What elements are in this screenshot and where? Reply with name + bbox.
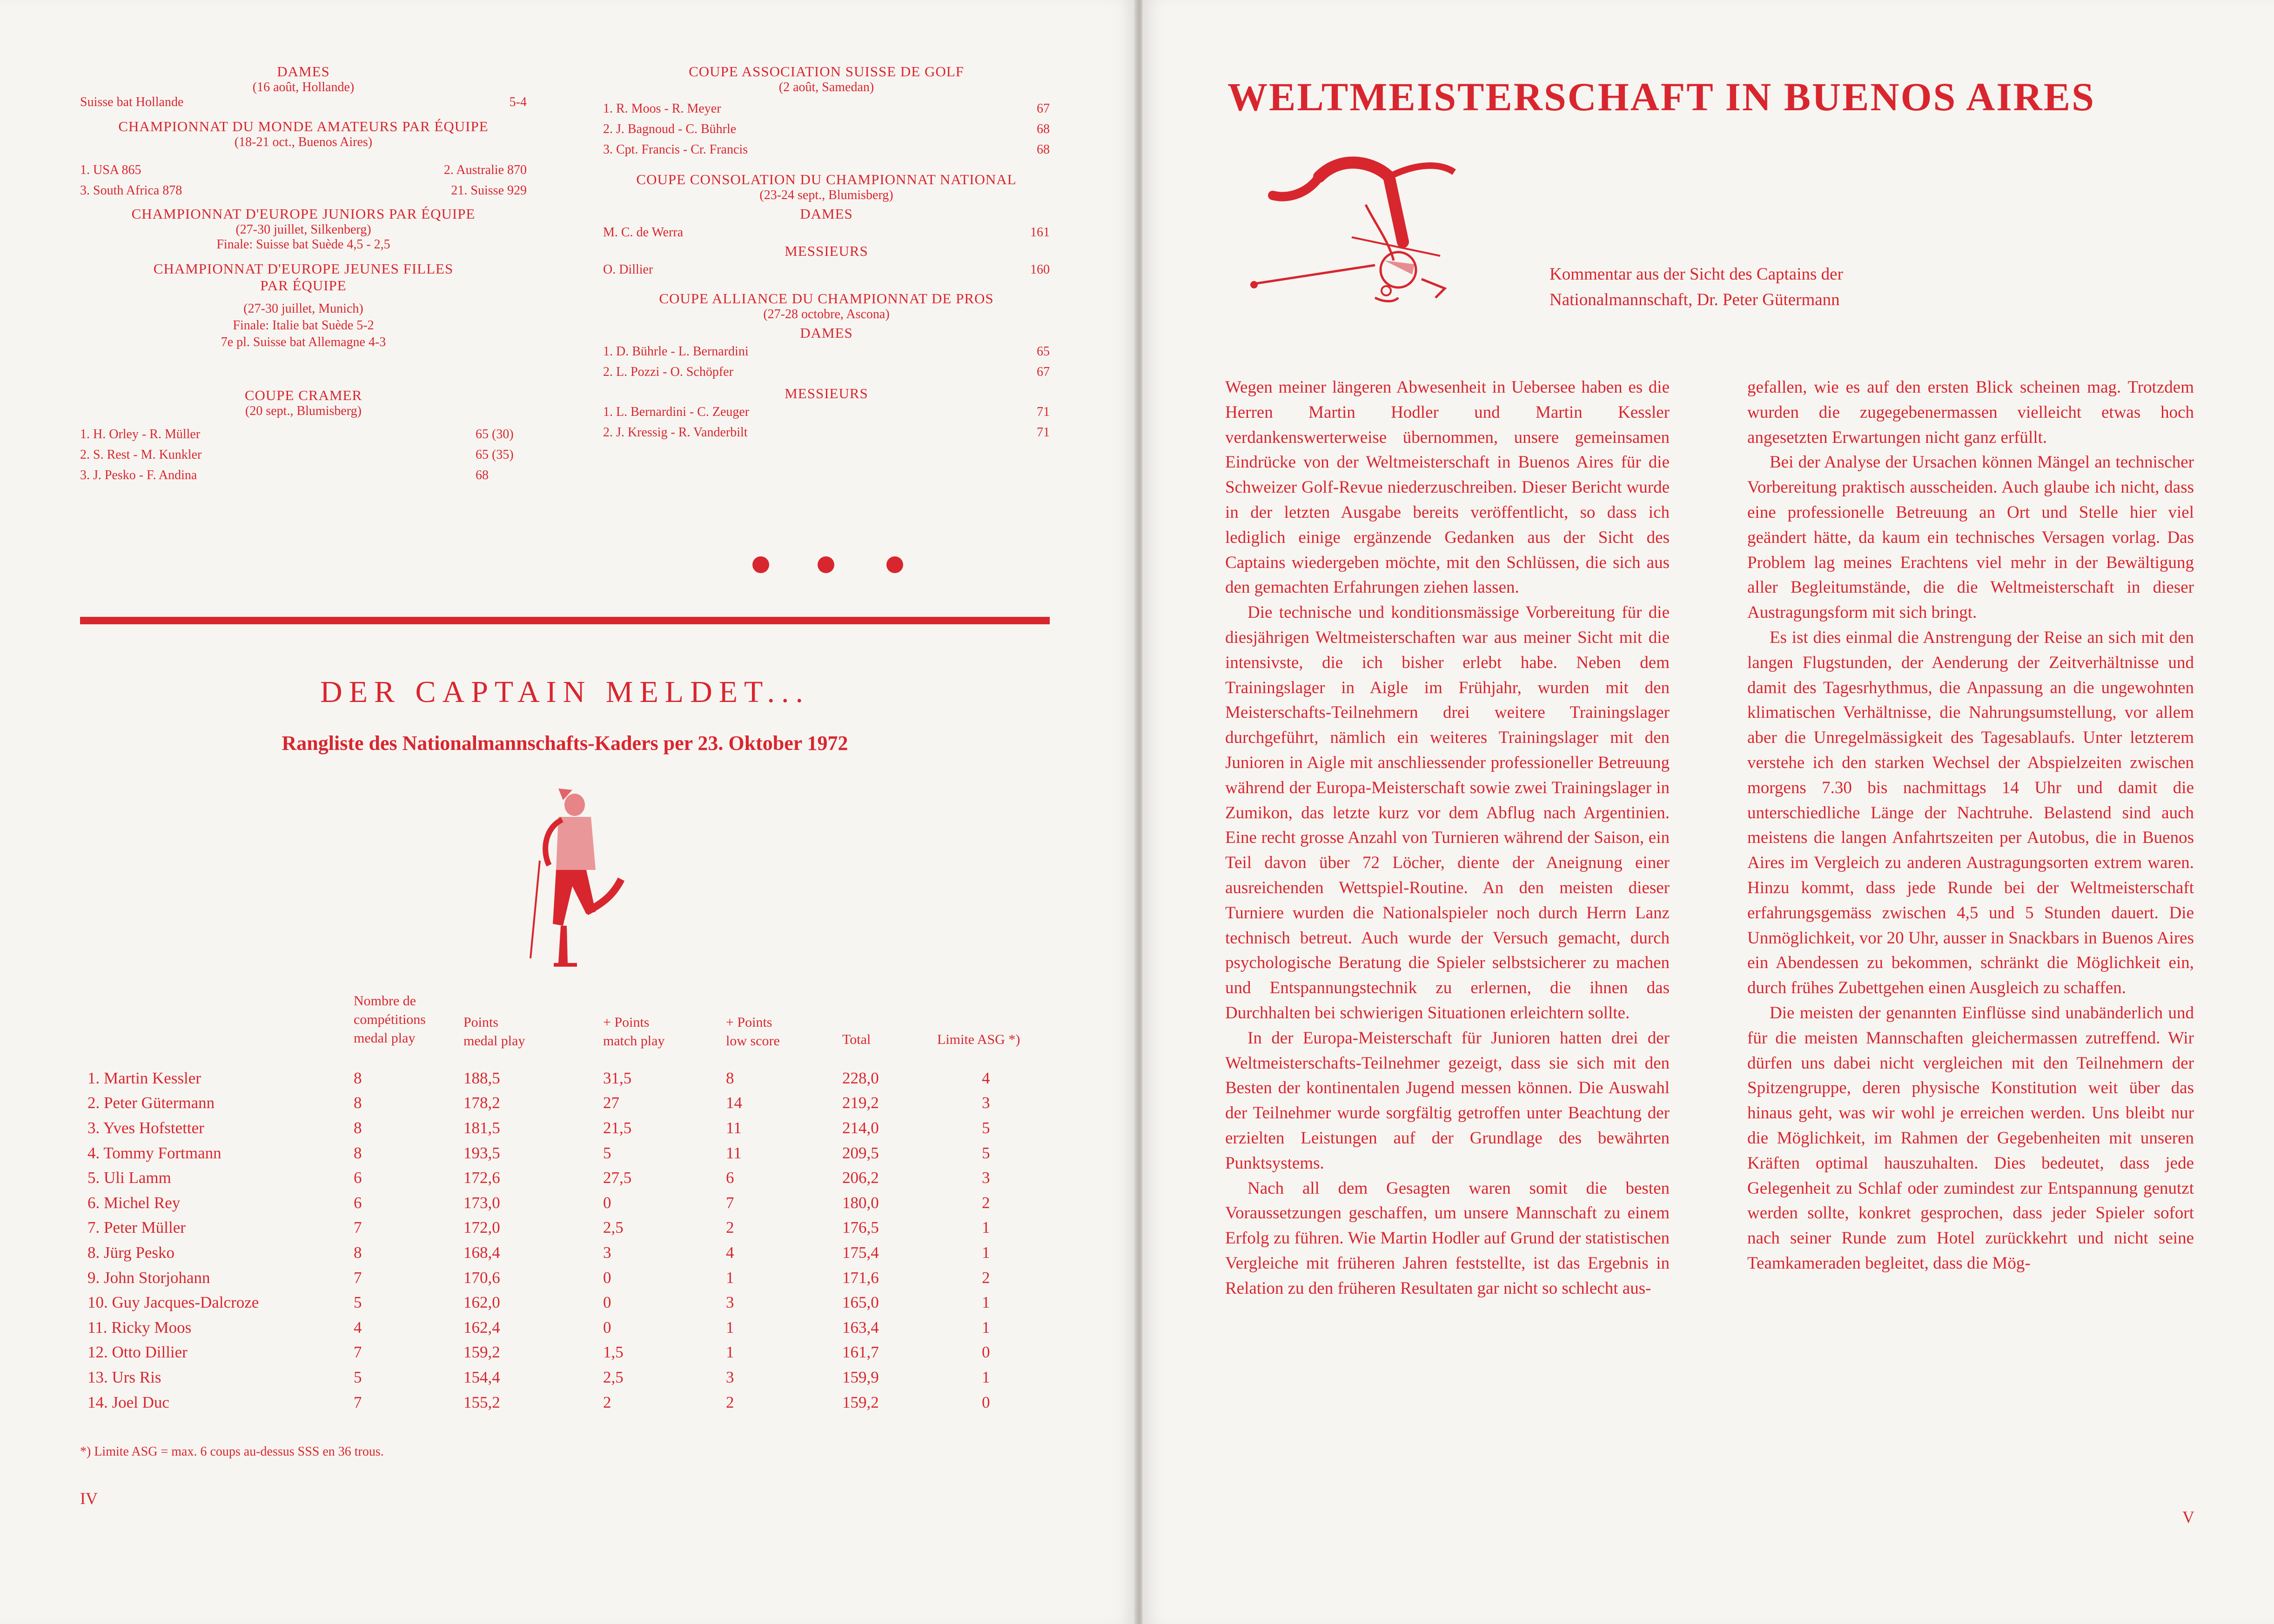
table-cell: 6 <box>726 1169 734 1187</box>
table-cell: 2 <box>982 1268 990 1287</box>
table-cell: 5 <box>603 1143 611 1162</box>
article-paragraph: In der Europa-Meisterschaft für Junioren hatten drei der Weltmeisterschafts-Teilnehmer gezeigt, dass sie sich mit den Besten der kontinentalen Jugend messen können. Die Auswahl der Teilnehmer wurde sorgfältig getroffen unter Beachtung der erzielten Leistungen auf der Grundlage des bewährten Punktsystems. <box>1225 1028 1670 1173</box>
result-row: 2. S. Rest - M. Kunkler 65 (35) <box>80 448 514 462</box>
cacp-sub: (27-28 octobre, Ascona) <box>763 307 890 321</box>
table-cell: 1 <box>982 1218 990 1237</box>
article-paragraph: Die meisten der genannten Einflüsse sind unabänderlich und für die meisten Mannschaften gleichermassen zutreffend. Wir dürfen uns dabei nicht vergleichen mit den Teilnehmern der Spitzengruppe, deren physische Konstitution weit über das hinaus geht, was wir wohl je erreichen werden. Uns bleibt nur die Möglichkeit, im Rahmen der Gegebenheiten mit unseren Kräften optimal hauszuhalten. Dies bedeutet, dass jede Gelegenheit zu Schlaf oder zumindest zur Entspannung genutzt werden sollte, konkret gesprochen, dass jeder Spieler sofort nach seiner Runde zum Hotel zurückkehrt und nicht seine Teamkameraden begleitet, dass die Mög- <box>1747 1003 2194 1273</box>
table-cell: 181,5 <box>463 1118 500 1137</box>
table-cell: 4. Tommy Fortmann <box>87 1143 221 1162</box>
ccn-messieurs: MESSIEURS <box>785 243 868 259</box>
table-row <box>87 1066 1010 1091</box>
captain-title: DER CAPTAIN MELDET... <box>320 675 810 709</box>
table-cell: 170,6 <box>463 1268 500 1287</box>
table-row <box>87 1116 1010 1141</box>
result-row: O. Dillier 160 <box>603 262 1050 277</box>
table-cell: 8 <box>354 1094 362 1112</box>
table-cell: 1 <box>982 1368 990 1386</box>
table-cell: 12. Otto Dillier <box>87 1343 188 1362</box>
table-cell: 173,0 <box>463 1193 500 1212</box>
table-cell: 1,5 <box>603 1343 624 1362</box>
table-cell: 6 <box>354 1193 362 1212</box>
divider-rule <box>80 617 1050 624</box>
table-cell: 27,5 <box>603 1169 632 1187</box>
header-points-low: + Points low score <box>726 1015 780 1049</box>
golfer-illustration <box>517 786 633 968</box>
article-title: WELTMEISTERSCHAFT IN BUENOS AIRES <box>1228 74 2095 119</box>
table-cell: 219,2 <box>842 1094 879 1112</box>
table-cell: 0 <box>982 1393 990 1411</box>
article-comment: Kommentar aus der Sicht des Captains der Nationalmannschaft, Dr. Peter Gütermann <box>1550 265 1843 309</box>
table-cell: 176,5 <box>842 1218 879 1237</box>
result-row: 2. L. Pozzi - O. Schöpfer 67 <box>603 365 1050 379</box>
table-cell: 7 <box>354 1268 362 1287</box>
table-cell: 2,5 <box>603 1368 624 1386</box>
result-row: 2. J. Bagnoud - C. Bührle 68 <box>603 122 1050 136</box>
ceje-heading: CHAMPIONNAT D'EUROPE JUNIORS PAR ÉQUIPE <box>131 206 476 222</box>
cejf-heading-2: PAR ÉQUIPE <box>260 277 347 294</box>
article-paragraph: Nach all dem Gesagten waren somit die besten Voraussetzungen geschaffen, um unsere Mannschaft zu einem Erfolg zu führen. Wie Martin Hodler auf Grund der statistischen Vergleiche mit früheren Jahren feststellte, ist das Ergebnis in Relation zu den früheren Resultaten gar nicht so schlecht aus- <box>1225 1178 1670 1298</box>
ceje-final: Finale: Suisse bat Suède 4,5 - 2,5 <box>216 237 390 252</box>
table-row <box>87 1390 1010 1415</box>
table-cell: 1. Martin Kessler <box>87 1069 201 1087</box>
article-paragraph: gefallen, wie es auf den ersten Blick scheinen mag. Trotzdem wurden die zugegebenermassen vielleicht etwas hoch angesetzten Erwartungen nicht ganz erfüllt. <box>1747 378 2194 447</box>
table-cell: 228,0 <box>842 1069 879 1087</box>
table-cell: 9. John Storjohann <box>87 1268 210 1287</box>
table-cell: 7 <box>354 1218 362 1237</box>
table-cell: 188,5 <box>463 1069 500 1087</box>
table-cell: 5 <box>982 1143 990 1162</box>
cejf-heading: CHAMPIONNAT D'EUROPE JEUNES FILLES <box>153 261 454 277</box>
result-row: 1. L. Bernardini - C. Zeuger 71 <box>603 405 1050 419</box>
result-row: 1. USA 865 2. Australie 870 <box>80 163 527 177</box>
table-cell: 3 <box>982 1169 990 1187</box>
table-cell: 7. Peter Müller <box>87 1218 186 1237</box>
table-cell: 2,5 <box>603 1218 624 1237</box>
table-row <box>87 1141 1010 1166</box>
results-left-column <box>80 63 527 486</box>
cramer-results <box>80 424 527 486</box>
cmae-heading: CHAMPIONNAT DU MONDE AMATEURS PAR ÉQUIPE <box>118 118 489 134</box>
table-cell: 163,4 <box>842 1318 879 1337</box>
rank-table-body <box>87 1066 1010 1415</box>
table-cell: 31,5 <box>603 1069 632 1087</box>
article-paragraph: Bei der Analyse der Ursachen können Mängel an technischer Vorbereitung praktisch ausscheiden. Auch glaube ich nicht, dass eine professionelle Betreuung an Ort und Stelle hier viel geändert hätte, da kaum ein technisches Versagen vorlag. Das Problem lag meines Erachtens viel mehr in der Bewältigung aller Begleitumstände, die die Weltmeisterschaft in dieser Austragungsform mit sich bringt. <box>1747 453 2194 622</box>
table-cell: 3 <box>726 1368 734 1386</box>
result-row: 2. J. Kressig - R. Vanderbilt 71 <box>603 425 1050 440</box>
table-cell: 154,4 <box>463 1368 500 1386</box>
table-cell: 2 <box>726 1393 734 1411</box>
ceje-sub: (27-30 juillet, Silkenberg) <box>235 222 371 237</box>
table-row <box>87 1290 1010 1315</box>
table-cell: 1 <box>726 1268 734 1287</box>
article-column-2 <box>1747 375 2194 1276</box>
table-cell: 0 <box>603 1193 611 1212</box>
dames-result-row <box>80 95 527 110</box>
table-cell: 5 <box>354 1293 362 1312</box>
left-page <box>0 0 1135 1624</box>
table-cell: 21,5 <box>603 1118 632 1137</box>
table-cell: 0 <box>603 1318 611 1337</box>
table-cell: 11 <box>726 1143 742 1162</box>
table-cell: 193,5 <box>463 1143 500 1162</box>
table-cell: 3 <box>726 1293 734 1312</box>
table-cell: 8 <box>354 1118 362 1137</box>
table-row <box>87 1190 1010 1216</box>
table-cell: 8 <box>354 1069 362 1087</box>
table-cell: 1 <box>982 1243 990 1262</box>
table-cell: 7 <box>354 1343 362 1362</box>
table-row <box>87 1265 1010 1290</box>
cacp-messieurs: MESSIEURS <box>785 385 868 401</box>
result-row: 3. J. Pesko - F. Andina 68 <box>80 468 489 482</box>
table-cell: 6 <box>354 1169 362 1187</box>
table-cell: 180,0 <box>842 1193 879 1212</box>
header-limite: Limite ASG *) <box>937 1032 1020 1047</box>
table-cell: 2. Peter Gütermann <box>87 1094 215 1112</box>
cmae-sub: (18-21 oct., Buenos Aires) <box>234 135 373 149</box>
footnote: *) Limite ASG = max. 6 coups au-dessus SSS en 36 trous. <box>80 1444 384 1459</box>
table-cell: 206,2 <box>842 1169 879 1187</box>
table-cell: 4 <box>354 1318 362 1337</box>
table-row <box>87 1091 1010 1116</box>
table-cell: 2 <box>603 1393 611 1411</box>
table-cell: 8 <box>354 1143 362 1162</box>
dames-score: 5-4 <box>509 95 527 109</box>
table-cell: 11. Ricky Moos <box>87 1318 192 1337</box>
table-cell: 1 <box>726 1318 734 1337</box>
table-cell: 3 <box>603 1243 611 1262</box>
ccn-dames: DAMES <box>800 206 853 222</box>
table-cell: 1 <box>982 1293 990 1312</box>
table-cell: 2 <box>982 1193 990 1212</box>
table-cell: 171,6 <box>842 1268 879 1287</box>
result-row: 1. H. Orley - R. Müller 65 (30) <box>80 427 514 441</box>
casg-results <box>603 99 1050 160</box>
table-cell: 155,2 <box>463 1393 500 1411</box>
article-paragraph: Die technische und konditionsmässige Vorbereitung für die diesjährigen Weltmeisterschaften war aus meiner Sicht mit die intensivste, die ich bisher erlebt habe. Neben dem Trainingslager in Aigle im Frühjahr, wurden mit den Meisterschafts-Teilnehmern drei weitere Trainingslager durchgeführt, nämlich ein weiteres Trainingslager mit den Junioren in Aigle mit anschliessender professioneller Betreuung während der Europa-Meisterschaft sowie zwei Trainingslager in Zumikon, das letzte kurz vor dem Abflug nach Argentinien. Eine recht grosse Anzahl von Turnieren während der Saison, ein Teil davon über 72 Löcher, diente der Aneignung einer ausreichenden Wettspiel-Routine. An den meisten dieser Turniere wurden die Nationalspieler noch durch Herrn Lanz technisch betreut. Auch wurde der Versuch gemacht, durch psychologische Beratung die Spieler selbstsicherer zu machen und Entspannungstechnik zu erlernen, die ihnen das Durchhalten bei schwierigen Situationen erleichtern sollte. <box>1225 603 1670 1023</box>
header-points-match: + Points match play <box>603 1015 665 1049</box>
table-row <box>87 1365 1010 1390</box>
table-cell: 14 <box>726 1094 742 1112</box>
ornament-dot <box>886 556 903 573</box>
table-cell: 214,0 <box>842 1118 879 1137</box>
ornament-dot <box>818 556 834 573</box>
cramer-heading: COUPE CRAMER <box>244 387 362 403</box>
table-cell: 13. Urs Ris <box>87 1368 161 1386</box>
ccn-heading: COUPE CONSOLATION DU CHAMPIONNAT NATIONAL <box>636 171 1017 187</box>
cartoon-golfer-illustration <box>1235 149 1487 326</box>
table-cell: 4 <box>982 1069 990 1087</box>
table-row <box>87 1340 1010 1365</box>
results-right-column <box>603 63 1050 443</box>
result-row: 1. D. Bührle - L. Bernardini 65 <box>603 344 1050 359</box>
table-cell: 4 <box>726 1243 734 1262</box>
dames-heading: DAMES <box>277 63 330 80</box>
table-cell: 172,6 <box>463 1169 500 1187</box>
table-cell: 14. Joel Duc <box>87 1393 169 1411</box>
page-number-right: V <box>2182 1508 2194 1526</box>
article-column-1 <box>1225 375 1670 1301</box>
table-cell: 159,2 <box>463 1343 500 1362</box>
table-cell: 6. Michel Rey <box>87 1193 181 1212</box>
dames-sub: (16 août, Hollande) <box>252 80 355 94</box>
table-cell: 0 <box>982 1343 990 1362</box>
table-cell: 209,5 <box>842 1143 879 1162</box>
result-row: 3. South Africa 878 21. Suisse 929 <box>80 183 527 198</box>
table-cell: 3 <box>982 1094 990 1112</box>
table-cell: 172,0 <box>463 1218 500 1237</box>
table-cell: 8 <box>726 1069 734 1087</box>
cacp-heading: COUPE ALLIANCE DU CHAMPIONNAT DE PROS <box>659 290 994 307</box>
dames-result: Suisse bat Hollande <box>80 95 184 109</box>
casg-sub: (2 août, Samedan) <box>778 80 874 94</box>
article-paragraph: Es ist dies einmal die Anstrengung der Reise an sich mit den langen Flugstunden, der Aenderung der Zeitverhältnisse und damit des Tagesrhythmus, die Anpassung an die ungewohnten klimatischen Verhältnisse, die Nahrungsumstellung, vor allem aber die Unregelmässigkeit des Tagesablaufs. Unter letzterem verstehe ich den starken Wechsel der Abspielzeiten zwischen morgens 7.30 bis nachmittags 14 Uhr und damit die unterschiedliche Länge der Nachtruhe. Belastend sind auch meistens die langen Anfahrtszeiten per Autobus, die in Buenos Aires im Vergleich zu anderen Austragungsorten extrem waren. Hinzu kommt, dass jede Runde bei der Weltmeisterschaft erfahrungsgemäss zwischen 4,5 und 5 Stunden dauert. Die Unmöglichkeit, vor 20 Uhr, ausser in Snackbars in Buenos Aires ein Abendessen zu bekommen, schränkt die Möglichkeit ein, durch frühes Zubettgehen einen Ausgleich zu schaffen. <box>1747 628 2194 998</box>
table-cell: 8. Jürg Pesko <box>87 1243 175 1262</box>
table-cell: 27 <box>603 1094 619 1112</box>
cejf-final: Finale: Italie bat Suède 5-2 <box>233 318 374 333</box>
table-cell: 8 <box>354 1243 362 1262</box>
header-points-medal: Points medal play <box>463 1015 525 1049</box>
table-cell: 162,4 <box>463 1318 500 1337</box>
table-cell: 159,9 <box>842 1368 879 1386</box>
header-total: Total <box>842 1032 871 1047</box>
table-row <box>87 1240 1010 1265</box>
table-cell: 1 <box>982 1318 990 1337</box>
ccn-sub: (23-24 sept., Blumisberg) <box>759 188 893 202</box>
captain-subtitle: Rangliste des Nationalmannschafts-Kaders per 23. Oktober 1972 <box>282 732 848 755</box>
table-cell: 7 <box>354 1393 362 1411</box>
table-cell: 11 <box>726 1118 742 1137</box>
article-paragraph: Wegen meiner längeren Abwesenheit in Uebersee haben es die Herren Martin Hodler und Martin Kessler verdankenswerterweise übernommen, unsere gemeinsamen Eindrücke von der Weltmeisterschaft in Buenos Aires für die Schweizer Golf-Revue niederzuschreiben. Dieser Bericht wurde in der letzten Ausgabe bereits veröffentlicht, so dass ich lediglich einige ergänzende Gedanken aus der Sicht des Captains wiedergeben möchte, mit den Schlüssen, die sich aus den gemachten Erfahrungen ziehen lassen. <box>1225 378 1670 597</box>
table-cell: 5. Uli Lamm <box>87 1169 171 1187</box>
table-cell: 165,0 <box>842 1293 879 1312</box>
cmae-results <box>80 160 527 201</box>
table-cell: 10. Guy Jacques-Dalcroze <box>87 1293 259 1312</box>
table-cell: 178,2 <box>463 1094 500 1112</box>
table-row <box>87 1315 1010 1340</box>
page-number-left: IV <box>80 1489 98 1508</box>
cejf-place: 7e pl. Suisse bat Allemagne 4-3 <box>221 335 386 349</box>
casg-heading: COUPE ASSOCIATION SUISSE DE GOLF <box>689 63 964 80</box>
header-competitions: Nombre de compétitions medal play <box>354 993 426 1046</box>
result-row: 3. Cpt. Francis - Cr. Francis 68 <box>603 142 1050 157</box>
result-row: M. C. de Werra 161 <box>603 225 1050 240</box>
table-row <box>87 1216 1010 1241</box>
table-cell: 168,4 <box>463 1243 500 1262</box>
right-page <box>1142 0 2274 1624</box>
cejf-sub: (27-30 juillet, Munich) <box>243 301 363 316</box>
table-cell: 3. Yves Hofstetter <box>87 1118 204 1137</box>
table-cell: 0 <box>603 1293 611 1312</box>
table-cell: 161,7 <box>842 1343 879 1362</box>
table-cell: 5 <box>982 1118 990 1137</box>
table-cell: 159,2 <box>842 1393 879 1411</box>
table-cell: 0 <box>603 1268 611 1287</box>
rank-table <box>87 1066 1010 1415</box>
ornament-dot <box>752 556 769 573</box>
table-cell: 175,4 <box>842 1243 879 1262</box>
table-row <box>87 1165 1010 1190</box>
cacp-dames: DAMES <box>800 325 853 341</box>
cramer-sub: (20 sept., Blumisberg) <box>245 404 362 418</box>
table-cell: 1 <box>726 1343 734 1362</box>
result-row: 1. R. Moos - R. Meyer 67 <box>603 101 1050 116</box>
table-cell: 2 <box>726 1218 734 1237</box>
table-cell: 5 <box>354 1368 362 1386</box>
table-cell: 162,0 <box>463 1293 500 1312</box>
table-cell: 7 <box>726 1193 734 1212</box>
